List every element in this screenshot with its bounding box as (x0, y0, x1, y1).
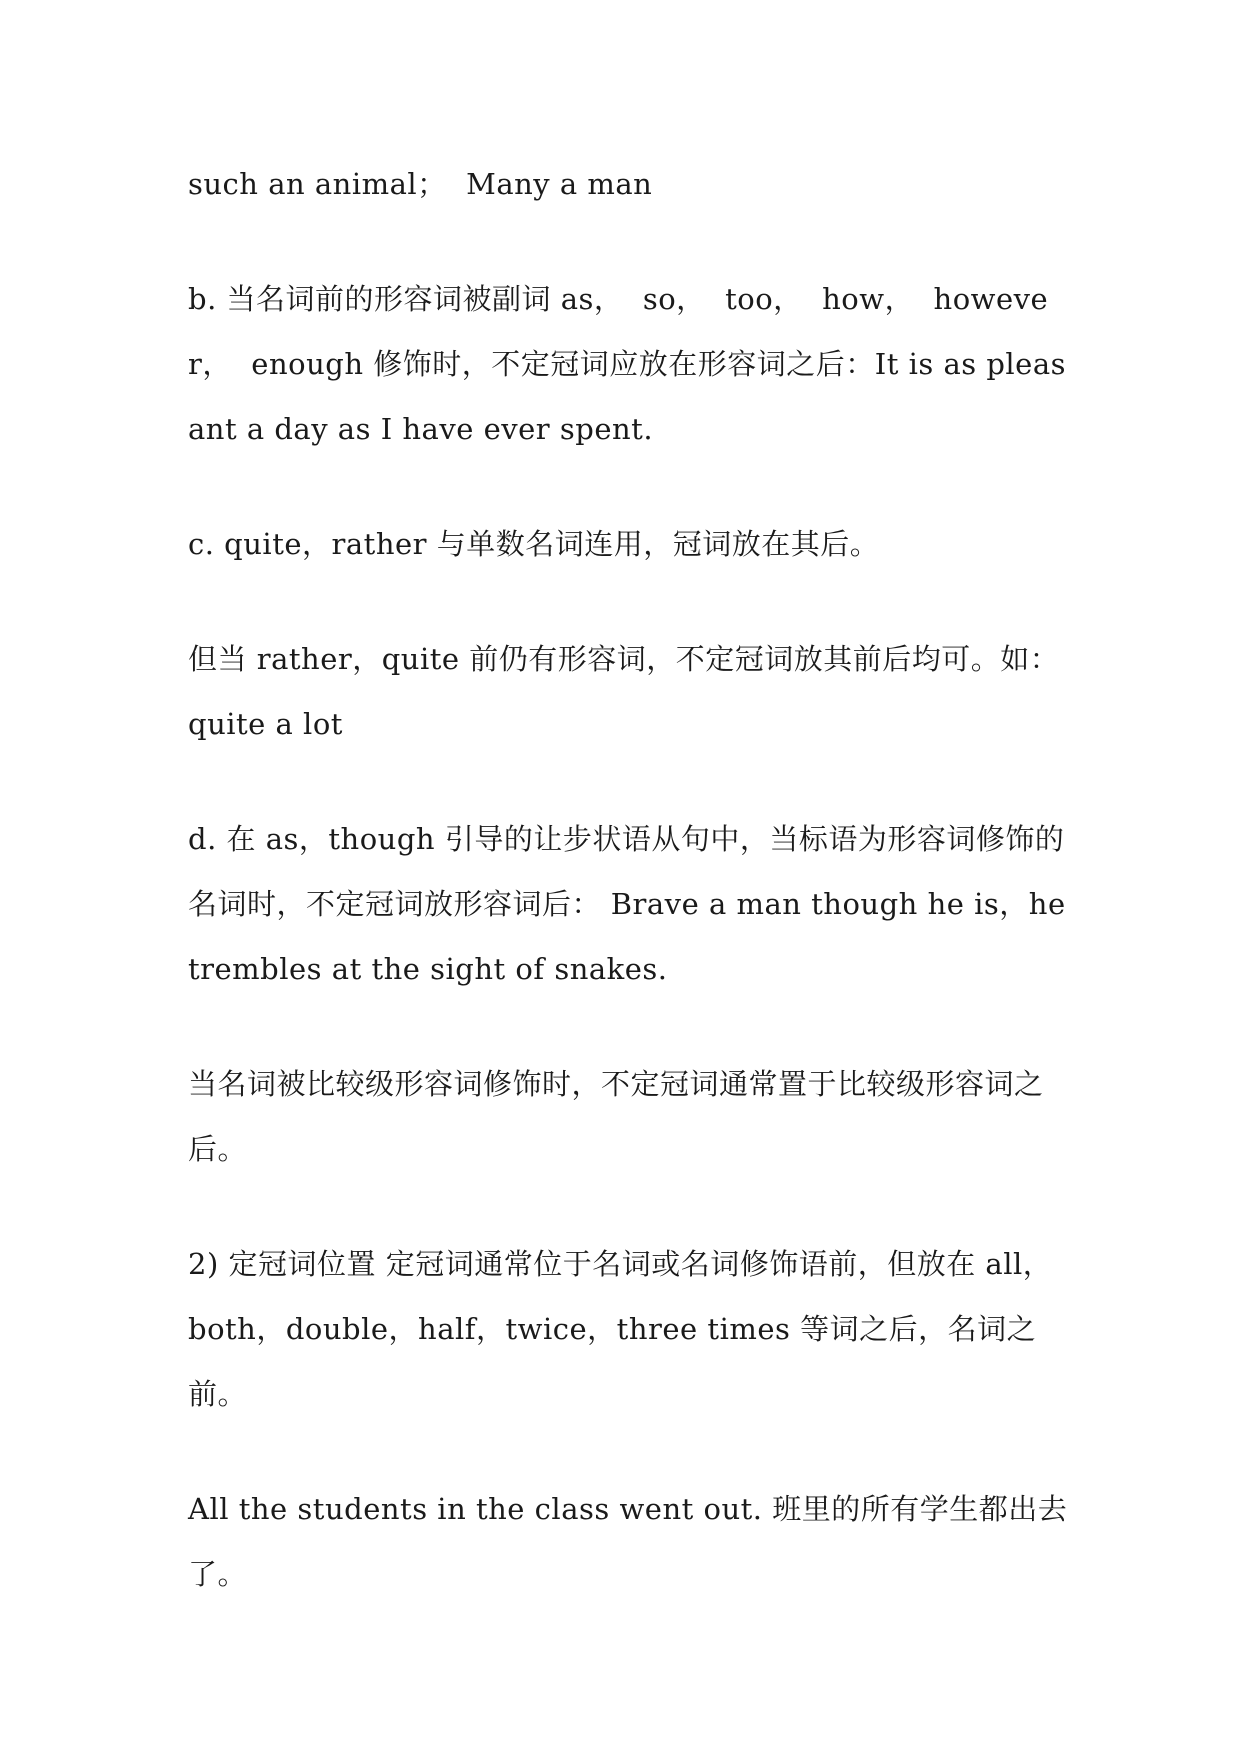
paragraph-definite-article-position: 2) 定冠词位置 定冠词通常位于名词或名词修饰语前，但放在 all， both，double，half，twice，three times 等词之后，名词之前。 (188, 1247, 1062, 1411)
paragraph-all-the-students: All the students in the class went out. 班里的所有学生都出去了。 (188, 1492, 1068, 1591)
paragraph-d-as-though: d. 在 as，though 引导的让步状语从句中，当标语为形容词修饰的名词时，不定冠词放形容词后： Brave a man though he is，he trembles at the sight of snakes. (188, 822, 1076, 986)
paragraph-c-quite-rather: c. quite，rather 与单数名词连用，冠词放在其后。 (188, 527, 880, 561)
paragraph-such-an-animal: such an animal； Many a man (188, 167, 653, 201)
document-body (188, 152, 1078, 1657)
paragraph-b-adjective-adverb: b. 当名词前的形容词被副词 as， so， too， how， however， enough 修饰时，不定冠词应放在形容词之后：It is as pleasant a day as I have ever spent. (188, 282, 1067, 446)
paragraph-rather-quite-adjective: 但当 rather，quite 前仍有形容词，不定冠词放其前后均可。如：quite a lot (188, 642, 1060, 741)
paragraph-comparative: 当名词被比较级形容词修饰时，不定冠词通常置于比较级形容词之后。 (188, 1067, 1044, 1166)
